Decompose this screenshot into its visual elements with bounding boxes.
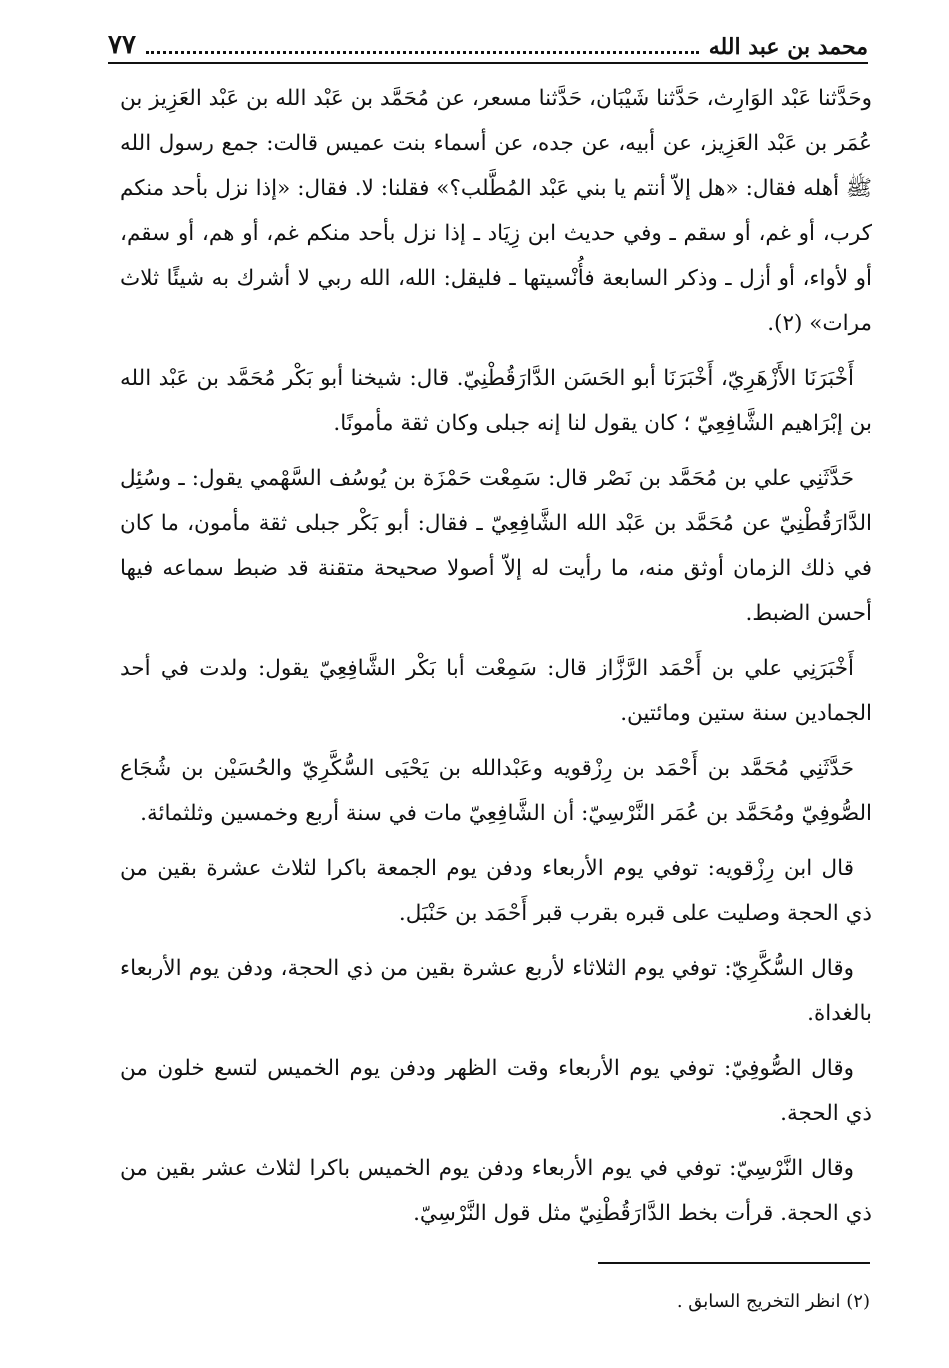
paragraph-sukkari: وقال السُّكَّرِيّ: توفي يوم الثلاثاء لأربع عشرة بقين من ذي الحجة، ودفن يوم الأربعاء بالغداة. <box>120 956 872 1026</box>
paragraph-birth: أَخْبَرَنِي علي بن أَحْمَد الرَّزَّاز قال: سَمِعْت أبا بَكْر الشَّافِعِيّ يقول: ولدت في أحد الجمادين سنة ستين ومائتين. <box>120 656 872 726</box>
header-dot-leader <box>146 51 699 54</box>
paragraph-sufi: وقال الصُّوفِيّ: توفي يوم الأربعاء وقت الظهر ودفن يوم الخميس لتسع خلون من ذي الحجة. <box>120 1056 872 1126</box>
page-number: ٧٧ <box>108 30 136 60</box>
paragraph-ibn-rizqawayh: قال ابن رِزْقويه: توفي يوم الأربعاء ودفن يوم الجمعة باكرا لثلاث عشرة بقين من ذي الحجة وصليت على قبره بقرب قبر أَحْمَد بن حَنْبَل. <box>120 856 872 926</box>
footnote-divider <box>598 1262 870 1264</box>
paragraph-azhari: أَخْبَرَنَا الأَزْهَرِيّ، أَخْبَرَنَا أبو الحَسَن الدَّارَقُطْنِيّ. قال: شيخنا أبو بَكْر مُحَمَّد بن عَبْد الله بن إبْرَاهيم الشَّافِعِيّ ؛ كان يقول لنا إنه جبلى وكان ثقة مأمونًا. <box>120 366 872 436</box>
running-header <box>108 30 868 64</box>
paragraph-hadith: وحَدَّثنا عَبْد الوَارِث، حَدَّثنا شَيْبَان، حَدَّثنا مسعر، عن مُحَمَّد بن عَبْد الله بن عَبْد العَزِيز بن عُمَر بن عَبْد العَزِيز، عن أبيه، عن جده، عن أسماء بنت عميس قالت: جمع رسول الله ﷺ أهله فقال: «هل إلاّ أنتم يا بني عَبْد المُطَّلب؟» فقلنا: لا. فقال: «إذا نزل بأحد منكم كرب، أو غم، أو سقم ـ وفي حديث ابن زِيَاد ـ إذا نزل بأحد منكم غم، أو هم، أو سقم، أو لأواء، أو أزل ـ وذكر السابعة فأُنْسيتها ـ فليقل: الله، الله ربي لا أشرك به شيئًا ثلاث مرات» (٢). <box>120 86 872 336</box>
paragraph-narsi: وقال النَّرْسِيّ: توفي في يوم الأربعاء ودفن يوم الخميس باكرا لثلاث عشر بقين من ذي الحجة. قرأت بخط الدَّارَقُطْنِيّ مثل قول النَّرْسِيّ. <box>120 1156 872 1226</box>
paragraph-daraqutni-grading: حَدَّثَنِي علي بن مُحَمَّد بن نَصْر قال: سَمِعْت حَمْزَة بن يُوسُف السَّهْمي يقول: ـ وسُئِل الدَّارَقُطْنِيّ عن مُحَمَّد بن عَبْد الله الشَّافِعِيّ ـ فقال: أبو بَكْر جبلى ثقة مأمون، ما كان في ذلك الزمان أوثق منه، ما رأيت له إلاّ أصولا صحيحة متقنة قد ضبط سماعه فيها أحسن الضبط. <box>120 466 872 626</box>
footnote: (٢) انظر التخريج السابق . <box>676 1291 870 1312</box>
main-text <box>120 76 872 1246</box>
paragraph-death-year: حَدَّثَنِي مُحَمَّد بن أَحْمَد بن رِزْقويه وعَبْدالله بن يَحْيَى السُّكَّرِيّ والحُسَيْن بن شُجَاع الصُّوفِيّ ومُحَمَّد بن عُمَر النَّرْسِيّ: أن الشَّافِعِيّ مات في سنة أربع وخمسين وثلثمائة. <box>120 756 872 826</box>
running-title: محمد بن عبد الله <box>708 34 868 60</box>
